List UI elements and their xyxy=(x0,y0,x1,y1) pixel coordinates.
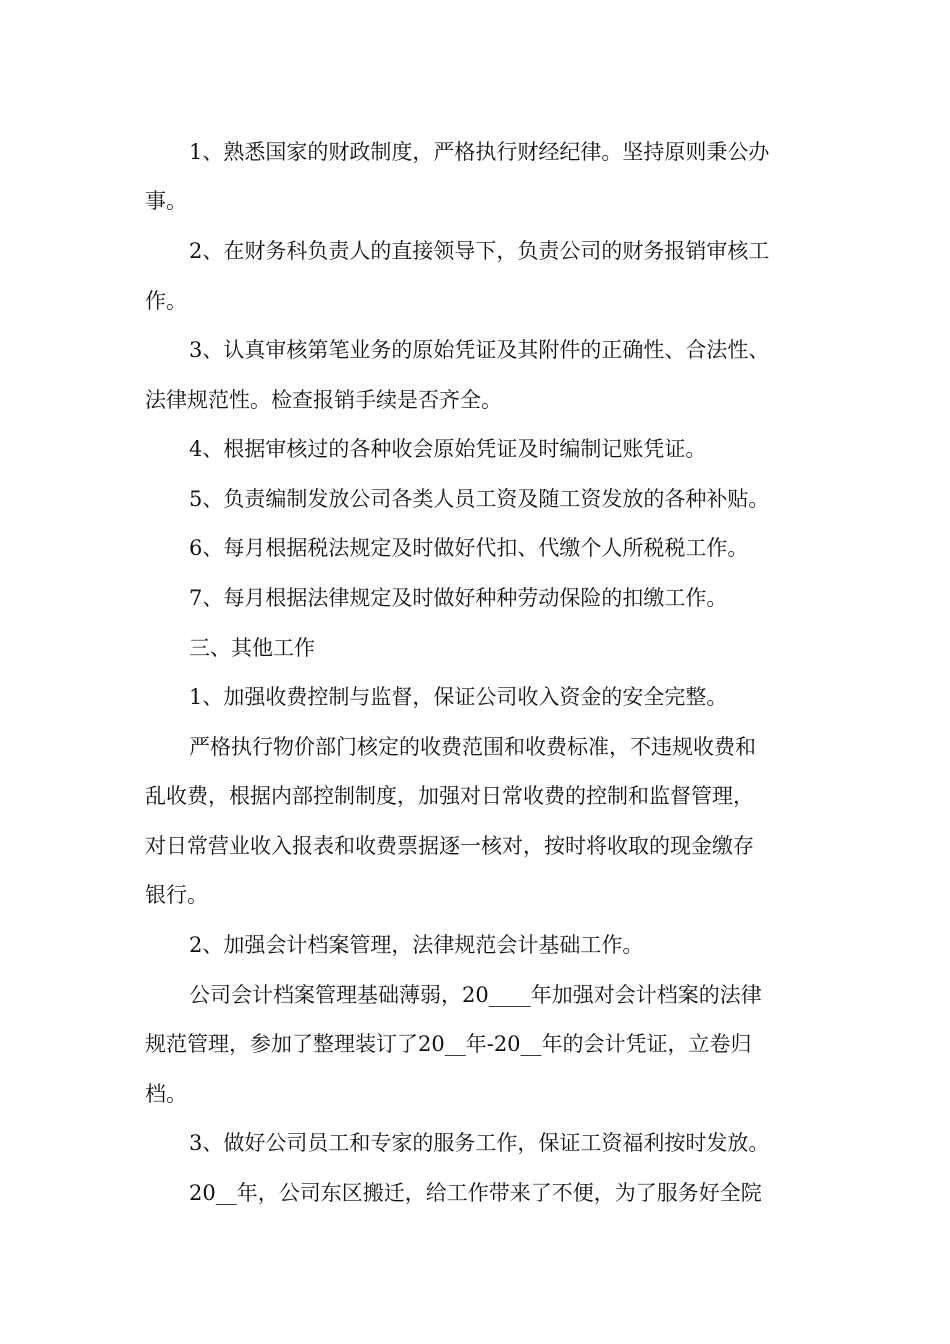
text-line: 3、做好公司员工和专家的服务工作，保证工资福利按时发放。 xyxy=(189,1131,770,1155)
text-line: 20__年，公司东区搬迁，给工作带来了不便，为了服务好全院 xyxy=(189,1181,762,1205)
text-line: 法律规范性。检查报销手续是否齐全。 xyxy=(145,388,502,412)
text-line: 5、负责编制发放公司各类人员工资及随工资发放的各种补贴。 xyxy=(189,487,770,511)
text-line: 1、熟悉国家的财政制度，严格执行财经纪律。坚持原则秉公办 xyxy=(189,140,770,164)
text-line: 1、加强收费控制与监督，保证公司收入资金的安全完整。 xyxy=(189,685,728,709)
text-line: 2、在财务科负责人的直接领导下，负责公司的财务报销审核工 xyxy=(189,239,770,263)
text-line: 对日常营业收入报表和收费票据逐一核对，按时将收取的现金缴存 xyxy=(145,834,754,858)
text-line: 4、根据审核过的各种收会原始凭证及时编制记账凭证。 xyxy=(189,437,707,461)
text-line: 事。 xyxy=(145,189,187,213)
text-line: 严格执行物价部门核定的收费范围和收费标准，不违规收费和 xyxy=(189,735,756,759)
text-line: 银行。 xyxy=(145,883,208,907)
text-line: 公司会计档案管理基础薄弱，20____年加强对会计档案的法律 xyxy=(189,983,762,1007)
text-line: 7、每月根据法律规定及时做好种种劳动保险的扣缴工作。 xyxy=(189,586,728,610)
text-line: 2、加强会计档案管理，法律规范会计基础工作。 xyxy=(189,933,644,957)
text-line: 3、认真审核第笔业务的原始凭证及其附件的正确性、合法性、 xyxy=(189,338,770,362)
section-heading: 三、其他工作 xyxy=(189,636,315,660)
text-line: 6、每月根据税法规定及时做好代扣、代缴个人所税税工作。 xyxy=(189,536,749,560)
text-line: 作。 xyxy=(145,289,187,313)
text-line: 档。 xyxy=(145,1082,187,1106)
text-line: 乱收费，根据内部控制制度，加强对日常收费的控制和监督管理， xyxy=(145,784,754,808)
text-line: 规范管理，参加了整理装订了20__年-20__年的会计凭证，立卷归 xyxy=(145,1032,752,1056)
